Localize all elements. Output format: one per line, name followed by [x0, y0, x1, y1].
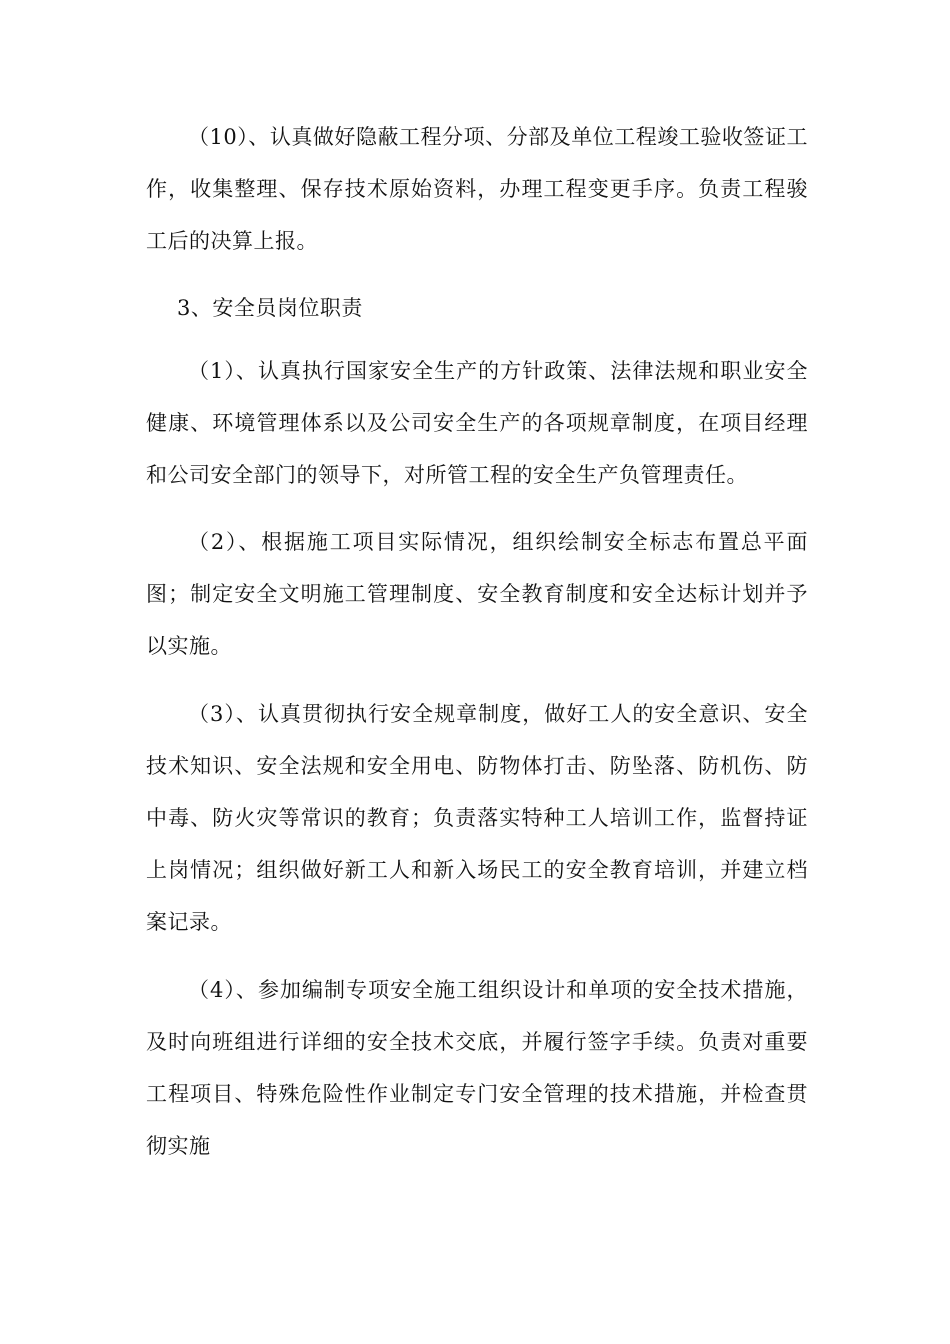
section-heading-safety-officer: 3、安全员岗位职责: [177, 296, 363, 320]
paragraph-item-2: （2）、根据施工项目实际情况，组织绘制安全标志布置总平面图；制定安全文明施工管理制度、安全教育制度和安全达标计划并予以实施。: [146, 530, 808, 658]
paragraph-item-4: （4）、参加编制专项安全施工组织设计和单项的安全技术措施，及时向班组进行详细的安全技术交底，并履行签字手续。负责对重要工程项目、特殊危险性作业制定专门安全管理的技术措施，并检查贯彻实施: [146, 978, 808, 1158]
paragraph-item-1: （1）、认真执行国家安全生产的方针政策、法律法规和职业安全健康、环境管理体系以及公司安全生产的各项规章制度，在项目经理和公司安全部门的领导下，对所管工程的安全生产负管理责任。: [146, 359, 808, 487]
paragraph-item-3: （3）、认真贯彻执行安全规章制度，做好工人的安全意识、安全技术知识、安全法规和安全用电、防物体打击、防坠落、防机伤、防中毒、防火灾等常识的教育；负责落实特种工人培训工作，监督持证上岗情况；组织做好新工人和新入场民工的安全教育培训，并建立档案记录。: [146, 702, 808, 934]
paragraph-item-10: （10）、认真做好隐蔽工程分项、分部及单位工程竣工验收签证工作，收集整理、保存技术原始资料，办理工程变更手序。负责工程骏工后的决算上报。: [146, 125, 808, 253]
